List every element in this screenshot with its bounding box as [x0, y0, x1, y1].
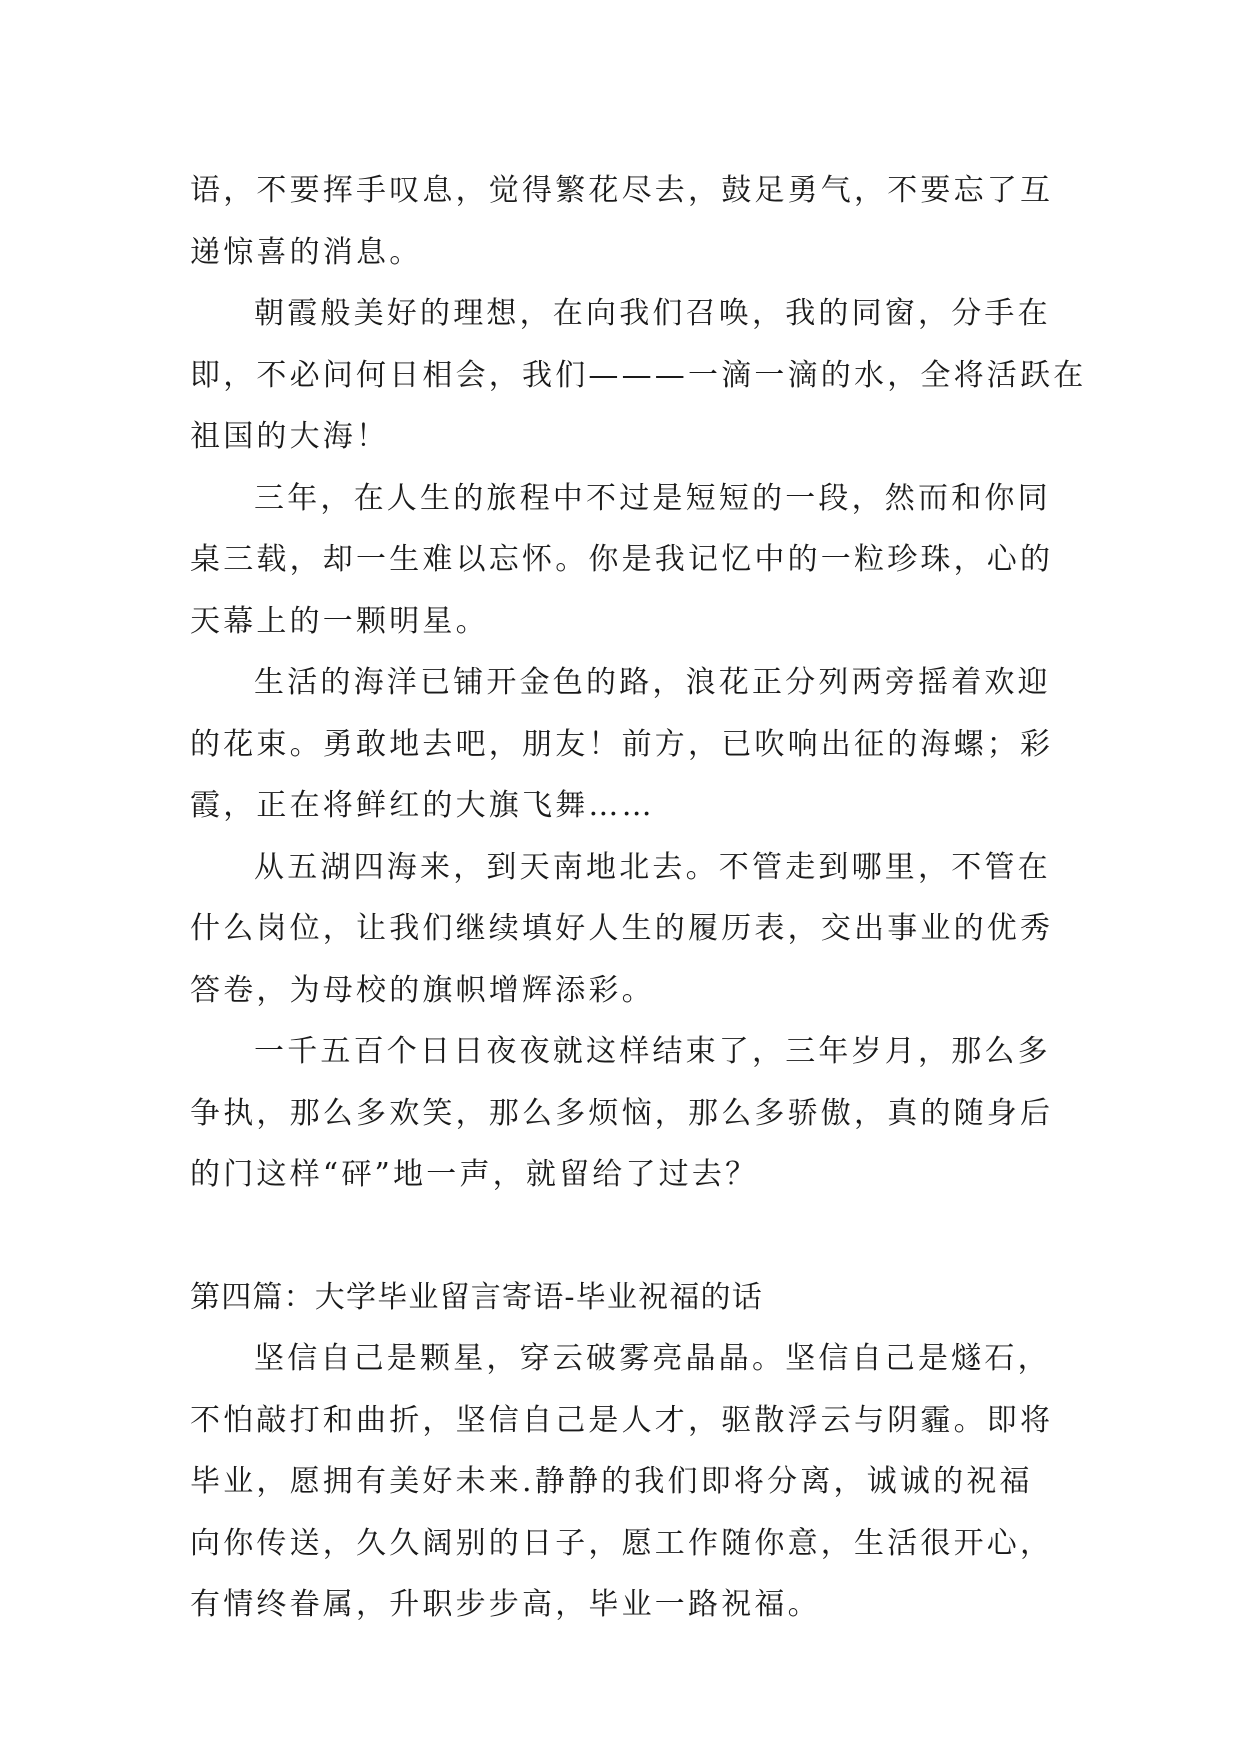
paragraph-line: 朝霞般美好的理想，在向我们召唤，我的同窗，分手在: [254, 296, 1051, 331]
paragraph-ideal: [190, 283, 1087, 468]
paragraph-line: 语，不要挥手叹息，觉得繁花尽去，鼓足勇气，不要忘了互: [190, 173, 1054, 208]
paragraph-line: 答卷，为母校的旗帜增辉添彩。: [190, 972, 655, 1008]
paragraph-line: 毕业，愿拥有美好未来.静静的我们即将分离，诚诚的祝福: [190, 1464, 1033, 1499]
paragraph-line: 从五湖四海来，到天南地北去。不管走到哪里，不管在: [254, 849, 1051, 885]
paragraph-line: 的花束。勇敢地去吧，朋友！前方，已吹响出征的海螺；彩: [190, 726, 1054, 762]
paragraph-line: 有情终眷属，升职步步高，毕业一路祝福。: [190, 1587, 821, 1622]
paragraph-line: 递惊喜的消息。: [190, 234, 423, 270]
paragraph-line: 向你传送，久久阔别的日子，愿工作随你意，生活很开心，: [190, 1525, 1054, 1561]
paragraph-line: 霞，正在将鲜红的大旗飞舞……: [190, 788, 655, 823]
paragraph-line: 不怕敲打和曲折，坚信自己是人才，驱散浮云与阴霾。即将: [190, 1402, 1054, 1438]
paragraph-line: 三年，在人生的旅程中不过是短短的一段，然而和你同: [254, 480, 1051, 516]
paragraph-line: 争执，那么多欢笑，那么多烦恼，那么多骄傲，真的随身后: [190, 1095, 1054, 1131]
paragraph-line: 生活的海洋已铺开金色的路，浪花正分列两旁摇着欢迎: [254, 665, 1051, 700]
paragraph-believe-yourself: [190, 1328, 1054, 1636]
paragraph-line: 天幕上的一颗明星。: [190, 603, 489, 639]
paragraph-five-lakes: [190, 837, 1054, 1022]
paragraph-line: 坚信自己是颗星，穿云破雾亮晶晶。坚信自己是燧石，: [254, 1341, 1051, 1376]
section-heading: 第四篇：大学毕业留言寄语-毕业祝福的话: [190, 1279, 763, 1315]
document-body: [190, 160, 1087, 1636]
paragraph-line: 的门这样“砰”地一声，就留给了过去？: [190, 1157, 759, 1192]
paragraph-continued: [190, 160, 1054, 283]
paragraph-three-years: [190, 468, 1054, 653]
paragraph-line: 一千五百个日日夜夜就这样结束了，三年岁月，那么多: [254, 1034, 1051, 1069]
paragraph-1500-days: [190, 1021, 1054, 1206]
paragraph-line: 什么岗位，让我们继续填好人生的履历表，交出事业的优秀: [190, 911, 1054, 946]
paragraph-line: 即，不必问何日相会，我们———一滴一滴的水，全将活跃在: [190, 357, 1087, 393]
paragraph-ocean-of-life: [190, 652, 1054, 837]
paragraph-line: 桌三载，却一生难以忘怀。你是我记忆中的一粒珍珠，心的: [190, 542, 1054, 577]
paragraph-line: 祖国的大海！: [190, 419, 390, 454]
